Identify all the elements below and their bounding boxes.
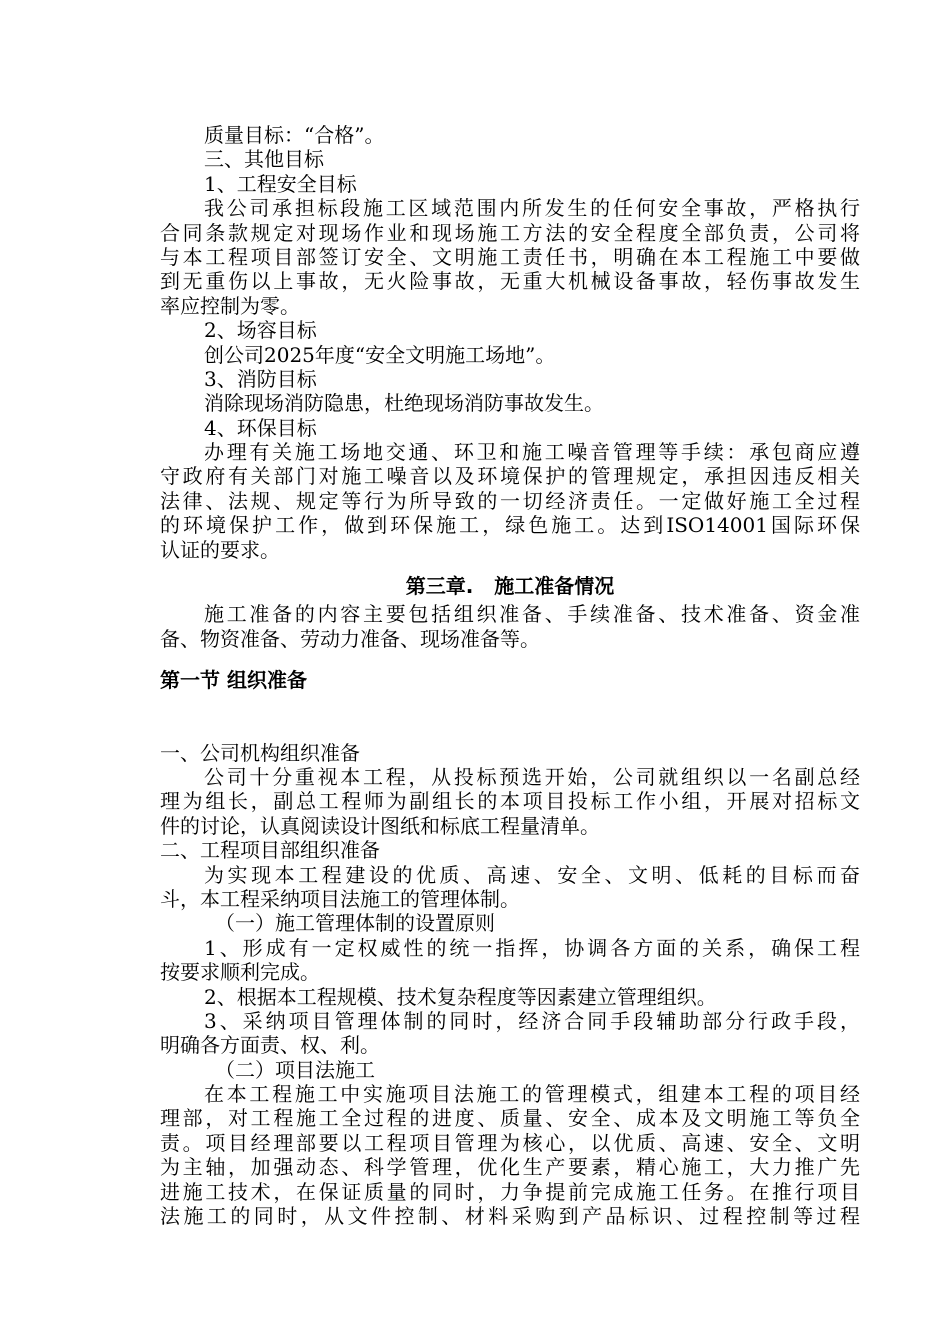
paragraph-line: 到无重伤以上事故，无火险事故，无重大机械设备事故，轻伤事故发生 (160, 269, 860, 294)
text-line: （一）施工管理体制的设置原则 (215, 911, 495, 936)
text-line: 3、消防目标 (204, 366, 317, 391)
text-line: 消除现场消防隐患，杜绝现场消防事故发生。 (204, 391, 604, 416)
text-line: 2、根据本工程规模、技术复杂程度等因素建立管理组织。 (204, 984, 717, 1009)
paragraph-line: 办理有关施工场地交通、环卫和施工噪音管理等手续：承包商应遵 (204, 440, 860, 465)
paragraph (160, 765, 860, 838)
paragraph-line: 与本工程项目部签订安全、文明施工责任书，明确在本工程施工中要做 (160, 244, 860, 269)
text-line: 2、场容目标 (204, 318, 317, 343)
paragraph-line: 认证的要求。 (160, 537, 280, 562)
text-line: （二）项目法施工 (215, 1057, 375, 1082)
paragraph-line: 在本工程施工中实施项目法施工的管理模式，组建本工程的项目经 (204, 1082, 860, 1107)
text-line: 三、其他目标 (204, 147, 324, 172)
paragraph-line: 率应控制为零。 (160, 293, 300, 318)
paragraph-line: 1、形成有一定权威性的统一指挥，协调各方面的关系，确保工程 (204, 935, 860, 960)
text-line: 一、公司机构组织准备 (160, 740, 360, 765)
paragraph-line: 理为组长，副总工程师为副组长的本项目投标工作小组，开展对招标文 (160, 789, 860, 814)
section-heading: 第一节 组织准备 (160, 668, 307, 693)
paragraph-line: 为主轴，加强动态、科学管理，优化生产要素，精心施工，大力推广先 (160, 1155, 860, 1180)
document-page (160, 123, 860, 1228)
paragraph (160, 1009, 860, 1058)
paragraph-line: 法律、法规、规定等行为所导致的一切经济责任。一定做好施工全过程 (160, 488, 860, 513)
paragraph-line: 按要求顺利完成。 (160, 960, 320, 985)
text-line: 1、工程安全目标 (204, 171, 357, 196)
paragraph-line: 备、物资准备、劳动力准备、现场准备等。 (160, 626, 540, 651)
paragraph (160, 440, 860, 562)
text-line: 二、工程项目部组织准备 (160, 838, 380, 863)
text-line: 4、环保目标 (204, 415, 317, 440)
paragraph-line: 的环境保护工作，做到环保施工，绿色施工。达到ISO14001国际环保 (160, 513, 860, 538)
paragraph-line: 为实现本工程建设的优质、高速、安全、文明、低耗的目标而奋 (204, 862, 860, 887)
paragraph (160, 1082, 860, 1228)
paragraph-line: 守政府有关部门对施工噪音以及环境保护的管理规定，承担因违反相关 (160, 464, 860, 489)
paragraph (160, 863, 860, 912)
paragraph-line: 法施工的同时，从文件控制、材料采购到产品标识、过程控制等过程 (160, 1204, 860, 1229)
paragraph-line: 责。项目经理部要以工程项目管理为核心，以优质、高速、安全、文明 (160, 1130, 860, 1155)
paragraph-line: 进施工技术，在保证质量的同时，力争提前完成施工任务。在推行项目 (160, 1179, 860, 1204)
paragraph (160, 936, 860, 985)
paragraph-line: 3、采纳项目管理体制的同时，经济合同手段辅助部分行政手段， (204, 1008, 860, 1033)
paragraph-line: 公司十分重视本工程，从投标预选开始，公司就组织以一名副总经 (204, 764, 860, 789)
paragraph-line: 斗，本工程采纳项目法施工的管理体制。 (160, 886, 520, 911)
paragraph (160, 602, 860, 651)
text-line: 质量目标：“合格”。 (204, 123, 385, 147)
chapter-heading: 第三章. 施工准备情况 (405, 574, 615, 599)
text-line: 创公司2025年度“安全文明施工场地”。 (204, 342, 556, 367)
paragraph-line: 明确各方面责、权、利。 (160, 1033, 380, 1058)
paragraph (160, 196, 860, 318)
paragraph-line: 施工准备的内容主要包括组织准备、手续准备、技术准备、资金准 (204, 602, 860, 627)
paragraph-line: 件的讨论，认真阅读设计图纸和标底工程量清单。 (160, 813, 600, 838)
paragraph-line: 合同条款规定对现场作业和现场施工方法的安全程度全部负责，公司将 (160, 220, 860, 245)
paragraph-line: 我公司承担标段施工区域范围内所发生的任何安全事故，严格执行 (204, 196, 860, 221)
paragraph-line: 理部，对工程施工全过程的进度、质量、安全、成本及文明施工等负全 (160, 1106, 860, 1131)
